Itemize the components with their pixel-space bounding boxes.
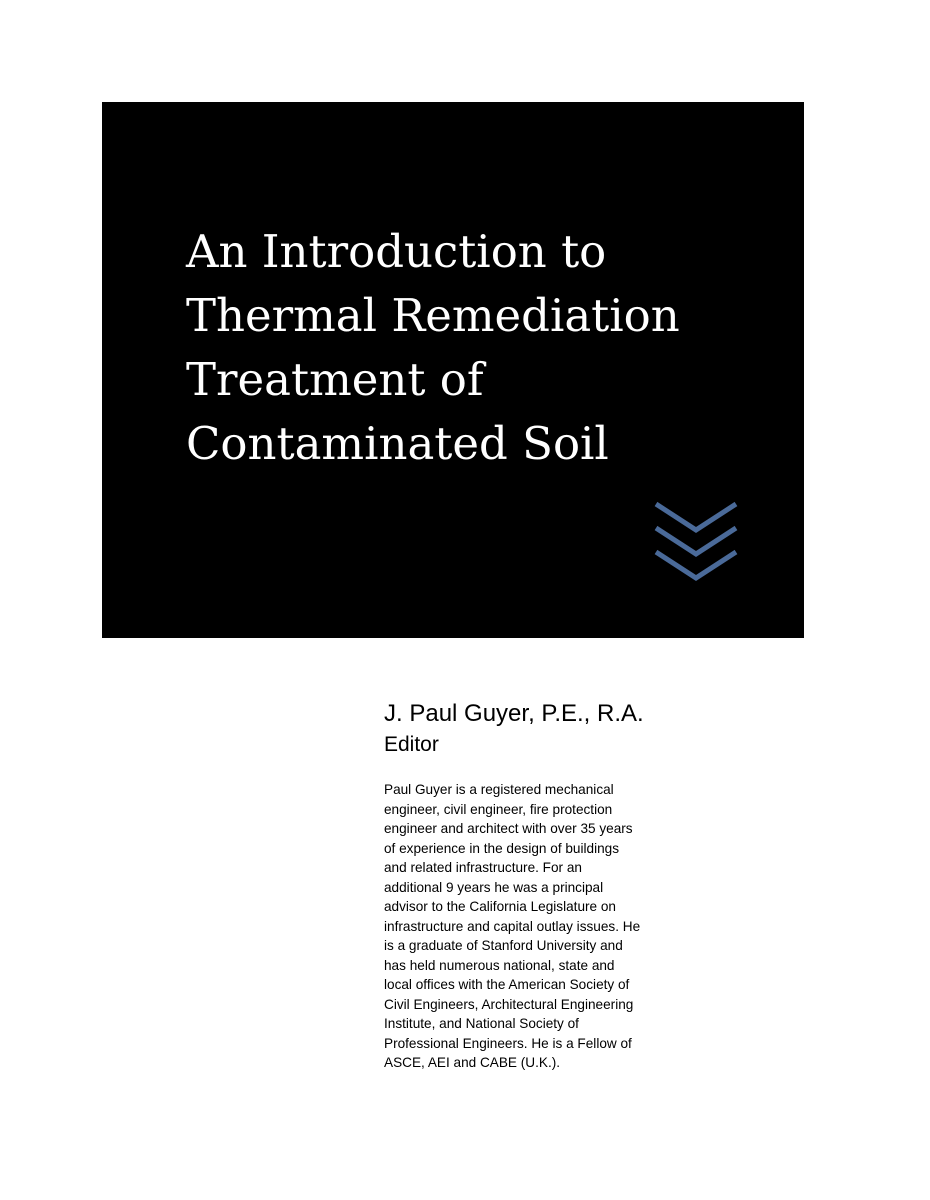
bio-line: engineer and architect with over 35 years (384, 821, 633, 836)
bio-line: ASCE, AEI and CABE (U.K.). (384, 1055, 561, 1070)
bio-line: advisor to the California Legislature on (384, 899, 616, 914)
bio-line: Paul Guyer is a registered mechanical (384, 782, 614, 797)
title-panel (102, 102, 804, 638)
title-line: Thermal Remediation (186, 289, 680, 342)
bio-line: has held numerous national, state and (384, 957, 615, 973)
bio-line: additional 9 years he was a principal (384, 879, 604, 895)
bio-line: is a graduate of Stanford University and (384, 938, 623, 953)
bio-line: Civil Engineers, Architectural Engineering (384, 996, 634, 1012)
title-line: An Introduction to (186, 225, 607, 278)
author-bio (384, 780, 734, 1073)
triple-chevron-down-icon (653, 500, 739, 584)
book-title (186, 220, 786, 476)
bio-line: infrastructure and capital outlay issues. He (384, 918, 641, 934)
author-role: Editor (384, 733, 439, 756)
title-line: Contaminated Soil (186, 417, 609, 470)
bio-line: of experience in the design of buildings (384, 840, 620, 856)
bio-line: Professional Engineers. He is a Fellow of (384, 1035, 632, 1051)
bio-line: local offices with the American Society of (384, 977, 630, 992)
title-line: Treatment of (186, 353, 484, 406)
chevron-down-icon (656, 504, 736, 530)
bio-line: engineer, civil engineer, fire protection (384, 801, 613, 817)
bio-line: Institute, and National Society of (384, 1016, 579, 1031)
author-name: J. Paul Guyer, P.E., R.A. (384, 700, 644, 727)
bio-line: and related infrastructure. For an (384, 860, 582, 875)
